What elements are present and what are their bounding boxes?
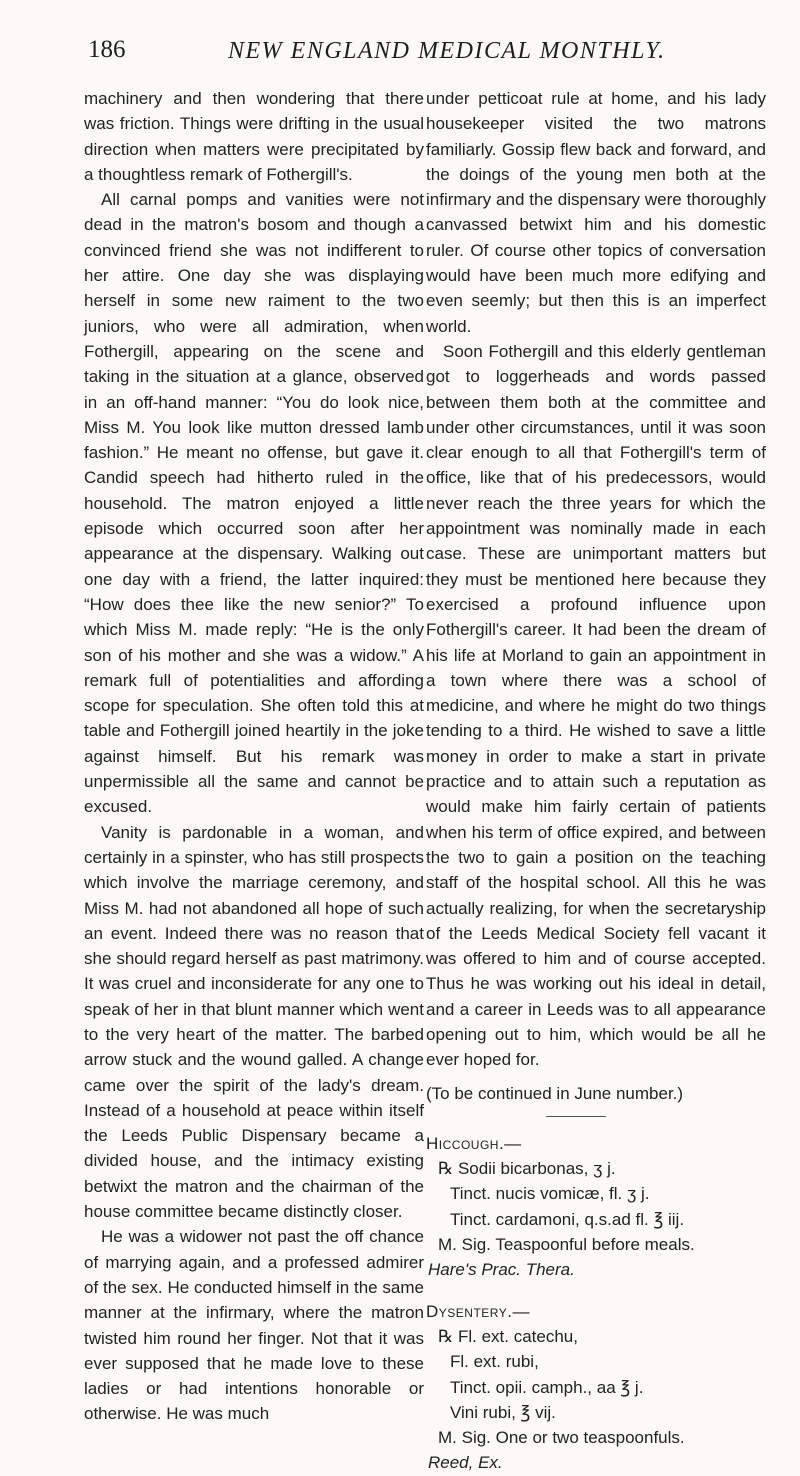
formula-line: ℞ Sodii bicarbonas, ʒ j. xyxy=(438,1159,616,1179)
formula-line: Tinct. opii. camph., aa ℥ j. xyxy=(450,1377,644,1397)
formula-source: Reed, Ex. xyxy=(428,1453,503,1473)
formula-hiccough xyxy=(426,1131,766,1283)
right-column xyxy=(426,86,766,1476)
paragraph: All carnal pomps and vanities were not dead in the matron's bosom and though a convinced friend she was not indifferent to her attire. One day she was displaying herself in some new raiment to the two juniors, who were all admiration, when Fothergill, appearing on the scene and taking in the situation at a glance, observed in an off-hand manner: “You do look nice, Miss M. You look like mutton dressed lamb fashion.” He meant no offense, but gave it. Candid speech had hitherto ruled in the household. The matron enjoyed a little episode which occurred soon after her appearance at the dispensary. Walking out one day with a friend, the latter inquired: “How does thee like the new senior?” To which Miss M. made reply: “He is the only son of his mother and she was a widow.” A remark full of potentialities and affording scope for speculation. She often told this at table and Fothergill joined heartily in the joke against himself. But his remark was unpermissible all the same and cannot be excused. xyxy=(84,190,424,817)
continued-note: (To be continued in June number.) xyxy=(426,1083,684,1103)
left-column xyxy=(84,86,424,1427)
paragraph: under petticoat rule at home, and his lady housekeeper visited the two matrons familiarly. Gossip flew back and forward, and the doings of the young men both at the infirmary and the dispensary were thoroughly canvassed betwixt him and his domestic ruler. Of course other topics of conversation would have been much more edifying and even seemly; but then this is an imperfect world. xyxy=(426,89,766,336)
formula-line: Tinct. nucis vomicæ, fl. ʒ j. xyxy=(450,1184,650,1204)
page-number: 186 xyxy=(88,36,126,63)
formula-title: Dysentery.— xyxy=(426,1301,530,1321)
formula-line: Fl. ext. rubi, xyxy=(450,1352,539,1372)
formula-source: Hare's Prac. Thera. xyxy=(428,1260,575,1280)
paragraph: Vanity is pardonable in a woman, and certainly in a spinster, who has still prospects which involve the marriage ceremony, and Miss M. had not abandoned all hope of such an event. Indeed there was no reason that she should regard herself as past matrimony. It was cruel and inconsiderate for any one to speak of her in that blunt manner which went to the very heart of the matter. The barbed arrow stuck and the wound galled. A change came over the spirit of the lady's dream. Instead of a household at peace within itself the Leeds Public Dispensary became a divided house, and the intimacy existing betwixt the matron and the chairman of the house committee became distinctly closer. xyxy=(84,822,424,1222)
paragraph: He was a widower not past the off chance of marrying again, and a professed admirer of the sex. He conducted himself in the same manner at the infirmary, where the matron twisted him round her finger. Not that it was ever supposed that he made love to these ladies or had intentions honorable or otherwise. He was much xyxy=(84,1227,424,1424)
formula-line: ℞ Fl. ext. catechu, xyxy=(438,1326,578,1346)
formula-line: Tinct. cardamoni, q.s.ad fl. ℥ iij. xyxy=(450,1209,685,1229)
formula-line: Vini rubi, ℥ vij. xyxy=(450,1402,556,1422)
running-title: NEW ENGLAND MEDICAL MONTHLY. xyxy=(228,38,666,64)
paragraph: machinery and then wondering that there was friction. Things were drifting in the usual direction when matters were precipitated by a thoughtless remark of Fothergill's. xyxy=(84,89,424,184)
section-divider xyxy=(546,1116,606,1117)
formula-directions: M. Sig. One or two teaspoonfuls. xyxy=(438,1428,685,1448)
page-header xyxy=(88,36,778,76)
formula-dysentery xyxy=(426,1299,766,1476)
formula-directions: M. Sig. Teaspoonful before meals. xyxy=(438,1235,695,1255)
formula-title: Hiccough.— xyxy=(426,1133,522,1153)
paragraph: Soon Fothergill and this elderly gentleman got to loggerheads and words passed between them both at the committee and under other circumstances, until it was soon clear enough to all that Fothergill's term of office, like that of his predecessors, would never reach the three years for which the appointment was nominally made in each case. These are unimportant matters but they must be mentioned here because they exercised a profound influence upon Fothergill's career. It had been the dream of his life at Morland to gain an appointment in a town where there was a school of medicine, and where he might do two things tending to a third. He wished to save a little money in order to make a start in private practice and to attain such a reputation as would make him fairly certain of patients when his term of office expired, and between the two to gain a position on the teaching staff of the hospital school. All this he was actually realizing, for when the secretaryship of the Leeds Medical Society fell vacant it was offered to him and of course accepted. Thus he was working out his ideal in detail, and a career in Leeds was to all appearance opening out to him, which would be all he ever hoped for. xyxy=(426,341,766,1070)
